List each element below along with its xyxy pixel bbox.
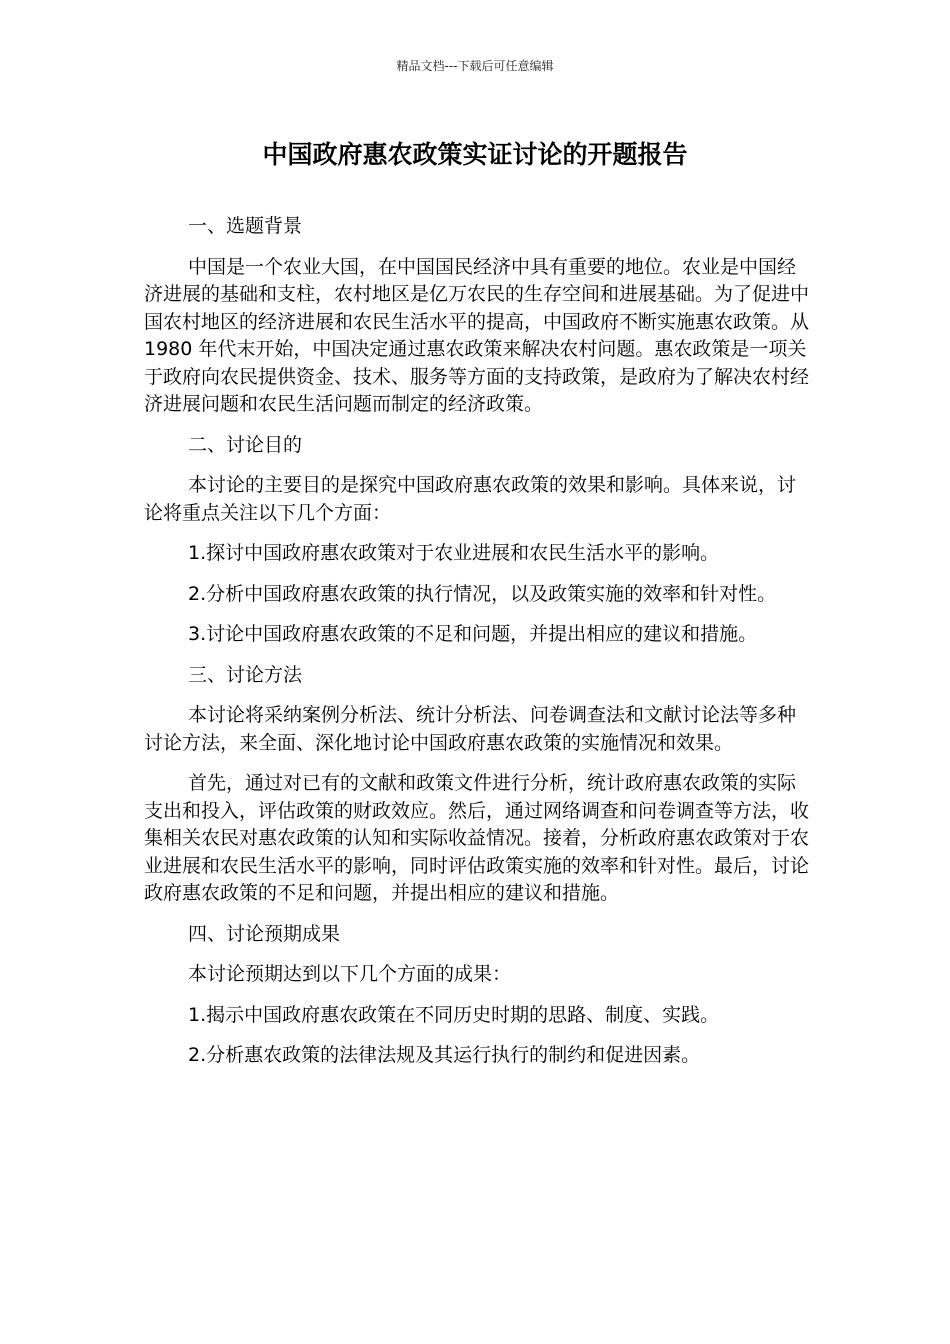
- list-item: 3.讨论中国政府惠农政策的不足和问题，并提出相应的建议和措施。: [188, 623, 758, 645]
- section-background: [144, 213, 810, 419]
- paragraph: 首先，通过对已有的文献和政策文件进行分析，统计政府惠农政策的实际支出和投入，评估政策的财政效应。然后，通过网络调查和问卷调查等方法，收集相关农民对惠农政策的认知和实际收益情况。接着，分析政府惠农政策对于农业进展和农民生活水平的影响，同时评估政策实施的效率和针对性。最后，讨论政府惠农政策的不足和问题，并提出相应的建议和措施。: [144, 772, 810, 904]
- list-item: 1.揭示中国政府惠农政策在不同历史时期的思路、制度、实践。: [188, 1003, 720, 1026]
- paragraph: 中国是一个农业大国，在中国国民经济中具有重要的地位。农业是中国经济进展的基础和支柱，农村地区是亿万农民的生存空间和进展基础。为了促进中国农村地区的经济进展和农民生活水平的提高，中国政府不断实施惠农政策。从 1980 年代末开始，中国决定通过惠农政策来解决农村问题。惠农政策是一项关于政府向农民提供资金、技术、服务等方面的支持政策，是政府为了解决农村经济进展问题和农民生活问题而制定的经济政策。: [144, 255, 810, 415]
- list-item: 2.分析中国政府惠农政策的执行情况，以及政策实施的效率和针对性。: [188, 582, 777, 605]
- document-body: [144, 213, 810, 1083]
- paragraph: 本讨论的主要目的是探究中国政府惠农政策的效果和影响。具体来说，讨论将重点关注以下几个方面：: [144, 474, 797, 524]
- section-purpose: [144, 432, 810, 649]
- section-expected-results: [144, 921, 810, 1070]
- section-heading: 四、讨论预期成果: [188, 922, 341, 945]
- document-title: 中国政府惠农政策实证讨论的开题报告: [262, 140, 688, 169]
- header-note: 精品文档---下载后可任意编辑: [396, 59, 554, 73]
- list-item: 1.探讨中国政府惠农政策对于农业进展和农民生活水平的影响。: [188, 542, 720, 564]
- section-heading: 三、讨论方法: [188, 663, 303, 686]
- section-method: [144, 662, 810, 908]
- section-heading: 二、讨论目的: [188, 433, 303, 456]
- paragraph: 本讨论预期达到以下几个方面的成果：: [188, 963, 512, 985]
- section-heading: 一、选题背景: [188, 215, 303, 237]
- list-item: 2.分析惠农政策的法律法规及其运行执行的制约和促进因素。: [188, 1044, 701, 1066]
- paragraph: 本讨论将采纳案例分析法、统计分析法、问卷调查法和文献讨论法等多种讨论方法，来全面、深化地讨论中国政府惠农政策的实施情况和效果。: [144, 704, 797, 754]
